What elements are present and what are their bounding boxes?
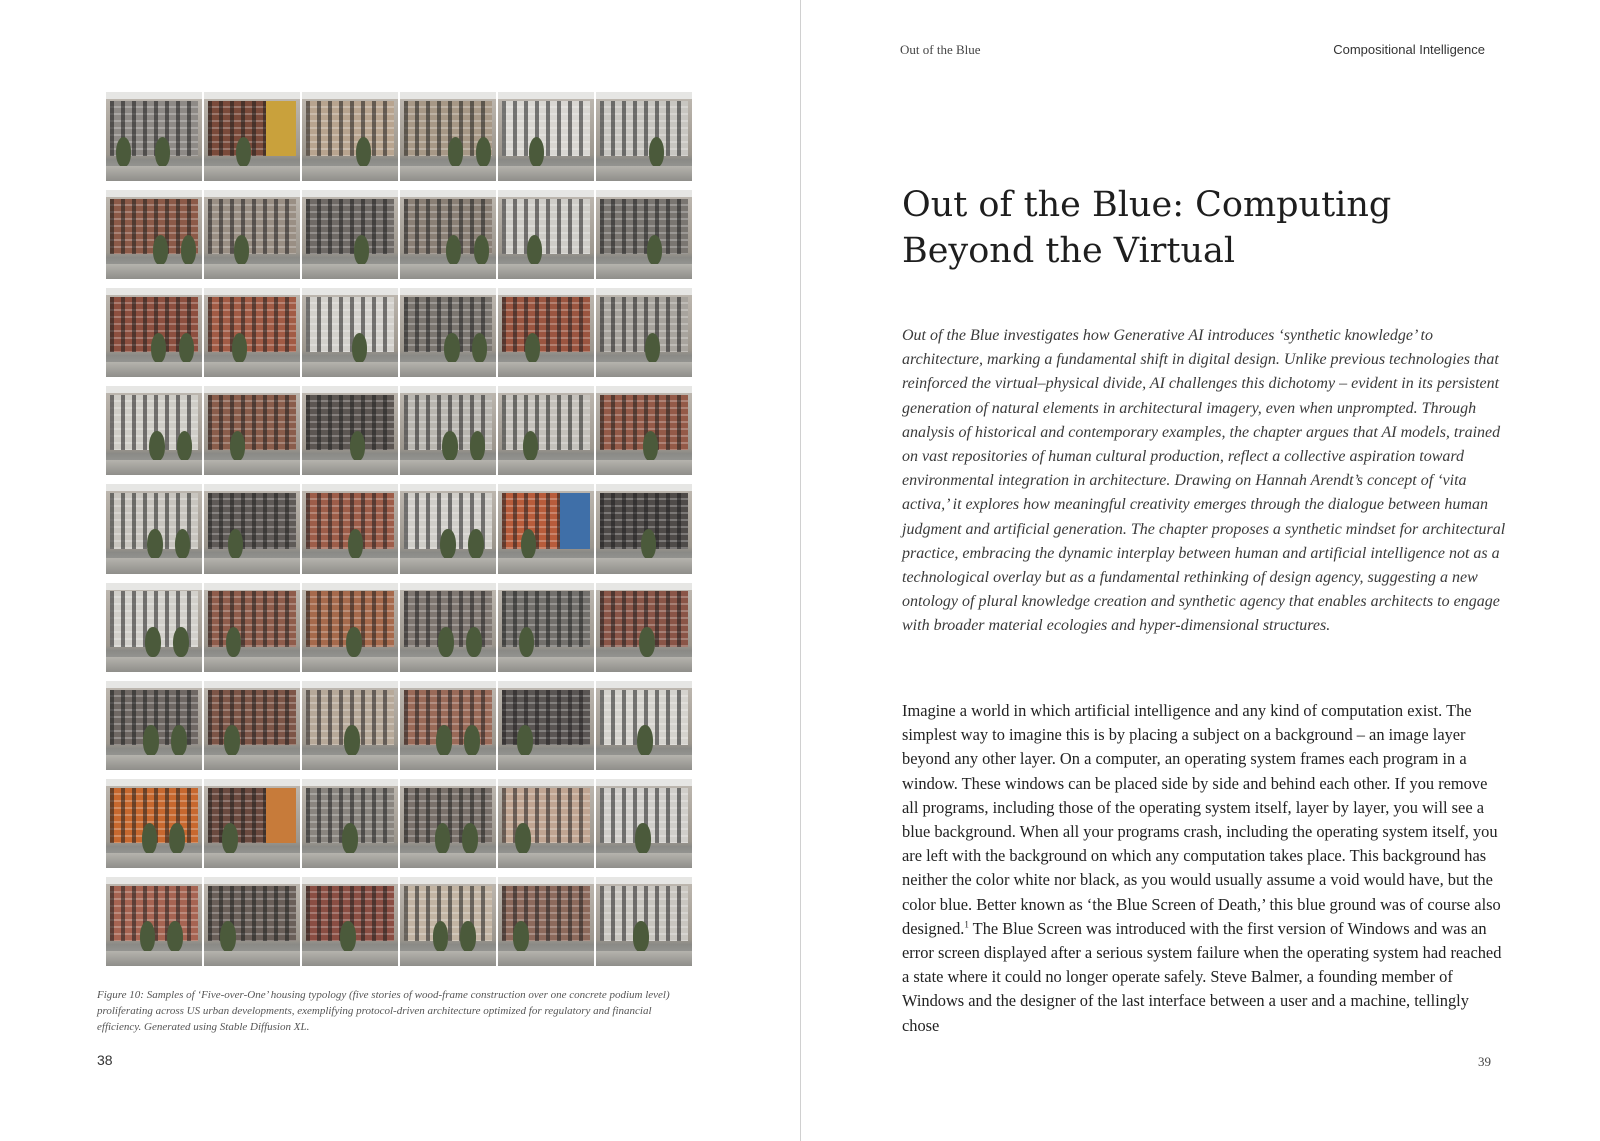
running-header-right: Out of the Blue bbox=[900, 42, 981, 57]
chapter-abstract: Out of the Blue investigates how Generative AI introduces ‘synthetic knowledge’ to architecture, marking a fundamental shift in digital design. Unlike previous technologies that reinforced the virtual–physical divide, AI challenges this dichotomy – evident in its persistent generation of natural elements in architectural imagery, even when unprompted. Through analysis of historical and contemporary examples, the chapter argues that AI models, trained on vast repositories of human cultural production, reflect a collective aspiration toward environmental integration in architecture. Drawing on Hannah Arendt’s concept of ‘vita activa,’ it explores how meaningful creativity emerges through the dialogue between human judgment and artificial generation. The chapter proposes a synthetic mindset for architectural practice, embracing the dynamic interplay between human and artificial intelligence not as a technological overlay but as a fundamental rethinking of design agency, suggesting a new ontology of plural knowledge creation and synthetic agency that enables architects to engage with broader material ecologies and hyper-dimensional structures. bbox=[902, 327, 1506, 635]
figure-tile-image bbox=[400, 92, 496, 181]
figure-tile-image bbox=[596, 288, 692, 377]
tree-icon bbox=[342, 823, 357, 853]
building-facade bbox=[208, 101, 296, 156]
tree-icon bbox=[633, 921, 648, 951]
street-foreground bbox=[302, 657, 398, 672]
figure-tile-image bbox=[106, 92, 202, 181]
tree-icon bbox=[525, 333, 540, 363]
street-foreground bbox=[302, 951, 398, 966]
tree-icon bbox=[466, 627, 481, 657]
tree-icon bbox=[143, 725, 158, 755]
tree-icon bbox=[519, 627, 534, 657]
street-foreground bbox=[498, 362, 594, 377]
tree-icon bbox=[438, 627, 453, 657]
street-foreground bbox=[106, 362, 202, 377]
tree-icon bbox=[151, 333, 166, 363]
street-foreground bbox=[400, 558, 496, 573]
figure-tile-image bbox=[302, 681, 398, 770]
tree-icon bbox=[155, 137, 170, 167]
figure-tile-image bbox=[302, 386, 398, 475]
tree-icon bbox=[517, 725, 532, 755]
tree-icon bbox=[464, 725, 479, 755]
figure-tile-image bbox=[400, 386, 496, 475]
building-facade bbox=[208, 690, 296, 745]
building-facade bbox=[502, 297, 590, 352]
building-facade bbox=[208, 591, 296, 646]
tree-icon bbox=[153, 235, 168, 265]
tree-icon bbox=[167, 921, 182, 951]
street-foreground bbox=[106, 558, 202, 573]
building-facade bbox=[502, 591, 590, 646]
figure-tile-image bbox=[498, 681, 594, 770]
tree-icon bbox=[460, 921, 475, 951]
figure-tile-image bbox=[204, 583, 300, 672]
figure-tile-image bbox=[302, 190, 398, 279]
page-number-left: 38 bbox=[97, 1052, 113, 1068]
figure-tile-image bbox=[596, 779, 692, 868]
street-foreground bbox=[302, 755, 398, 770]
street-foreground bbox=[204, 362, 300, 377]
figure-tile-image bbox=[498, 484, 594, 573]
figure-tile-image bbox=[302, 484, 398, 573]
street-foreground bbox=[106, 755, 202, 770]
street-foreground bbox=[106, 951, 202, 966]
street-foreground bbox=[400, 166, 496, 181]
page-number-right: 39 bbox=[1478, 1054, 1491, 1069]
tree-icon bbox=[468, 529, 483, 559]
building-facade bbox=[502, 690, 590, 745]
figure-tile-image bbox=[302, 288, 398, 377]
figure-tile-image bbox=[596, 386, 692, 475]
street-foreground bbox=[498, 755, 594, 770]
tree-icon bbox=[444, 333, 459, 363]
tree-icon bbox=[179, 333, 194, 363]
building-facade bbox=[502, 395, 590, 450]
figure-tile-image bbox=[302, 92, 398, 181]
building-facade bbox=[306, 101, 394, 156]
tree-icon bbox=[637, 725, 652, 755]
tree-icon bbox=[224, 725, 239, 755]
tree-icon bbox=[523, 431, 538, 461]
figure-tile-image bbox=[106, 288, 202, 377]
figure-tile-image bbox=[204, 288, 300, 377]
building-facade bbox=[502, 493, 590, 548]
chapter-title: Out of the Blue: Computing Beyond the Virtual bbox=[902, 185, 1392, 271]
tree-icon bbox=[169, 823, 184, 853]
figure-tile-image bbox=[106, 681, 202, 770]
tree-icon bbox=[527, 235, 542, 265]
tree-icon bbox=[140, 921, 155, 951]
figure-tile-image bbox=[498, 386, 594, 475]
tree-icon bbox=[220, 921, 235, 951]
street-foreground bbox=[596, 264, 692, 279]
street-foreground bbox=[498, 460, 594, 475]
figure-tile-image bbox=[302, 877, 398, 966]
tree-icon bbox=[344, 725, 359, 755]
tree-icon bbox=[440, 529, 455, 559]
tree-icon bbox=[647, 235, 662, 265]
street-foreground bbox=[204, 853, 300, 868]
street-foreground bbox=[302, 558, 398, 573]
street-foreground bbox=[204, 951, 300, 966]
street-foreground bbox=[596, 657, 692, 672]
street-foreground bbox=[204, 264, 300, 279]
street-foreground bbox=[106, 853, 202, 868]
figure-tile-image bbox=[106, 386, 202, 475]
figure-tile-image bbox=[596, 484, 692, 573]
tree-icon bbox=[513, 921, 528, 951]
building-facade bbox=[502, 101, 590, 156]
figure-tile-image bbox=[400, 681, 496, 770]
tree-icon bbox=[340, 921, 355, 951]
tree-icon bbox=[435, 823, 450, 853]
street-foreground bbox=[106, 166, 202, 181]
building-facade bbox=[208, 493, 296, 548]
body-paragraph bbox=[902, 699, 1506, 1038]
building-facade bbox=[306, 297, 394, 352]
body-text-part-2: The Blue Screen was introduced with the first version of Windows and was an error screen displayed after a serious system failure when the operating system had reached a state where it could no longer operate safely. Steve Balmer, a founding member of Windows and the designer of the last interface between a user and a machine, tellingly chose bbox=[902, 918, 1502, 1035]
street-foreground bbox=[400, 362, 496, 377]
tree-icon bbox=[350, 431, 365, 461]
tree-icon bbox=[433, 921, 448, 951]
body-text-part-1: Imagine a world in which artificial intelligence and any kind of computation exist. The simplest way to imagine this is by placing a subject on a background – an image layer beyond any other layer. On a computer, an operating system frames each program in a window. These windows can be placed side by side and behind each other. If you remove all programs, including those of the operating system itself, layer by layer, you will see a blue background. When all your programs crash, including the operating system itself, you are left with the background on which any computation takes place. This background has neither the color white nor black, as you would usually assume a void would have, but the color blue. Better known as ‘the Blue Screen of Death,’ this blue ground was of course also designed. bbox=[902, 701, 1501, 938]
figure-tile-image bbox=[302, 583, 398, 672]
street-foreground bbox=[596, 362, 692, 377]
figure-tile-image bbox=[400, 190, 496, 279]
street-foreground bbox=[106, 460, 202, 475]
figure-tile-image bbox=[596, 681, 692, 770]
figure-tile-image bbox=[106, 190, 202, 279]
running-header-left: Compositional Intelligence bbox=[1333, 42, 1485, 57]
tree-icon bbox=[639, 627, 654, 657]
figure-tile-image bbox=[106, 877, 202, 966]
tree-icon bbox=[476, 137, 491, 167]
street-foreground bbox=[204, 657, 300, 672]
street-foreground bbox=[596, 460, 692, 475]
street-foreground bbox=[106, 264, 202, 279]
figure-caption: Figure 10: Samples of ‘Five-over-One’ housing typology (five stories of wood-frame construction over one concrete podium level) proliferating across US urban developments, exemplifying protocol-driven architecture optimized for regulatory and financial efficiency. Generated using Stable Diffusion XL. bbox=[97, 989, 670, 1033]
tree-icon bbox=[356, 137, 371, 167]
street-foreground bbox=[596, 755, 692, 770]
building-facade bbox=[600, 101, 688, 156]
street-foreground bbox=[498, 558, 594, 573]
tree-icon bbox=[175, 529, 190, 559]
street-foreground bbox=[302, 460, 398, 475]
figure-tile-image bbox=[204, 877, 300, 966]
tree-icon bbox=[149, 431, 164, 461]
tree-icon bbox=[181, 235, 196, 265]
street-foreground bbox=[498, 166, 594, 181]
tree-icon bbox=[232, 333, 247, 363]
tree-icon bbox=[462, 823, 477, 853]
tree-icon bbox=[442, 431, 457, 461]
street-foreground bbox=[498, 853, 594, 868]
footnote-marker[interactable]: 1 bbox=[964, 919, 969, 930]
tree-icon bbox=[354, 235, 369, 265]
tree-icon bbox=[222, 823, 237, 853]
street-foreground bbox=[204, 755, 300, 770]
figure-image-grid bbox=[106, 92, 692, 966]
figure-tile-image bbox=[106, 583, 202, 672]
figure-tile-image bbox=[400, 288, 496, 377]
tree-icon bbox=[649, 137, 664, 167]
figure-tile-image bbox=[596, 190, 692, 279]
tree-icon bbox=[643, 431, 658, 461]
tree-icon bbox=[177, 431, 192, 461]
tree-icon bbox=[474, 235, 489, 265]
tree-icon bbox=[226, 627, 241, 657]
tree-icon bbox=[228, 529, 243, 559]
figure-tile-image bbox=[302, 779, 398, 868]
figure-tile-image bbox=[400, 877, 496, 966]
tree-icon bbox=[448, 137, 463, 167]
tree-icon bbox=[529, 137, 544, 167]
tree-icon bbox=[645, 333, 660, 363]
street-foreground bbox=[302, 166, 398, 181]
figure-tile-image bbox=[204, 484, 300, 573]
figure-tile-image bbox=[204, 190, 300, 279]
figure-tile-image bbox=[498, 288, 594, 377]
tree-icon bbox=[641, 529, 656, 559]
street-foreground bbox=[596, 558, 692, 573]
figure-tile-image bbox=[596, 877, 692, 966]
street-foreground bbox=[400, 853, 496, 868]
tree-icon bbox=[173, 627, 188, 657]
building-facade bbox=[208, 395, 296, 450]
tree-icon bbox=[171, 725, 186, 755]
tree-icon bbox=[470, 431, 485, 461]
tree-icon bbox=[142, 823, 157, 853]
street-foreground bbox=[204, 558, 300, 573]
tree-icon bbox=[436, 725, 451, 755]
tree-icon bbox=[234, 235, 249, 265]
figure-tile-image bbox=[204, 779, 300, 868]
tree-icon bbox=[446, 235, 461, 265]
street-foreground bbox=[400, 657, 496, 672]
street-foreground bbox=[400, 460, 496, 475]
figure-tile-image bbox=[106, 779, 202, 868]
figure-tile-image bbox=[204, 92, 300, 181]
street-foreground bbox=[498, 264, 594, 279]
street-foreground bbox=[498, 657, 594, 672]
tree-icon bbox=[346, 627, 361, 657]
street-foreground bbox=[400, 755, 496, 770]
building-facade bbox=[306, 199, 394, 254]
building-facade bbox=[208, 199, 296, 254]
figure-tile-image bbox=[400, 583, 496, 672]
street-foreground bbox=[204, 166, 300, 181]
figure-tile-image bbox=[400, 484, 496, 573]
figure-tile-image bbox=[498, 92, 594, 181]
tree-icon bbox=[472, 333, 487, 363]
street-foreground bbox=[204, 460, 300, 475]
tree-icon bbox=[515, 823, 530, 853]
tree-icon bbox=[147, 529, 162, 559]
figure-tile-image bbox=[498, 583, 594, 672]
figure-tile-image bbox=[498, 877, 594, 966]
street-foreground bbox=[596, 166, 692, 181]
tree-icon bbox=[521, 529, 536, 559]
street-foreground bbox=[596, 853, 692, 868]
street-foreground bbox=[596, 951, 692, 966]
street-foreground bbox=[106, 657, 202, 672]
street-foreground bbox=[302, 853, 398, 868]
building-facade bbox=[208, 788, 296, 843]
figure-tile-image bbox=[106, 484, 202, 573]
tree-icon bbox=[116, 137, 131, 167]
figure-tile-image bbox=[400, 779, 496, 868]
building-facade bbox=[600, 199, 688, 254]
figure-tile-image bbox=[596, 92, 692, 181]
building-facade bbox=[404, 886, 492, 941]
street-foreground bbox=[302, 362, 398, 377]
tree-icon bbox=[230, 431, 245, 461]
tree-icon bbox=[635, 823, 650, 853]
tree-icon bbox=[236, 137, 251, 167]
figure-tile-image bbox=[498, 190, 594, 279]
building-facade bbox=[502, 199, 590, 254]
figure-tile-image bbox=[596, 583, 692, 672]
street-foreground bbox=[302, 264, 398, 279]
building-facade bbox=[600, 297, 688, 352]
figure-tile-image bbox=[498, 779, 594, 868]
figure-tile-image bbox=[204, 681, 300, 770]
tree-icon bbox=[145, 627, 160, 657]
tree-icon bbox=[352, 333, 367, 363]
street-foreground bbox=[400, 264, 496, 279]
street-foreground bbox=[498, 951, 594, 966]
tree-icon bbox=[348, 529, 363, 559]
building-facade bbox=[208, 297, 296, 352]
figure-tile-image bbox=[204, 386, 300, 475]
street-foreground bbox=[400, 951, 496, 966]
